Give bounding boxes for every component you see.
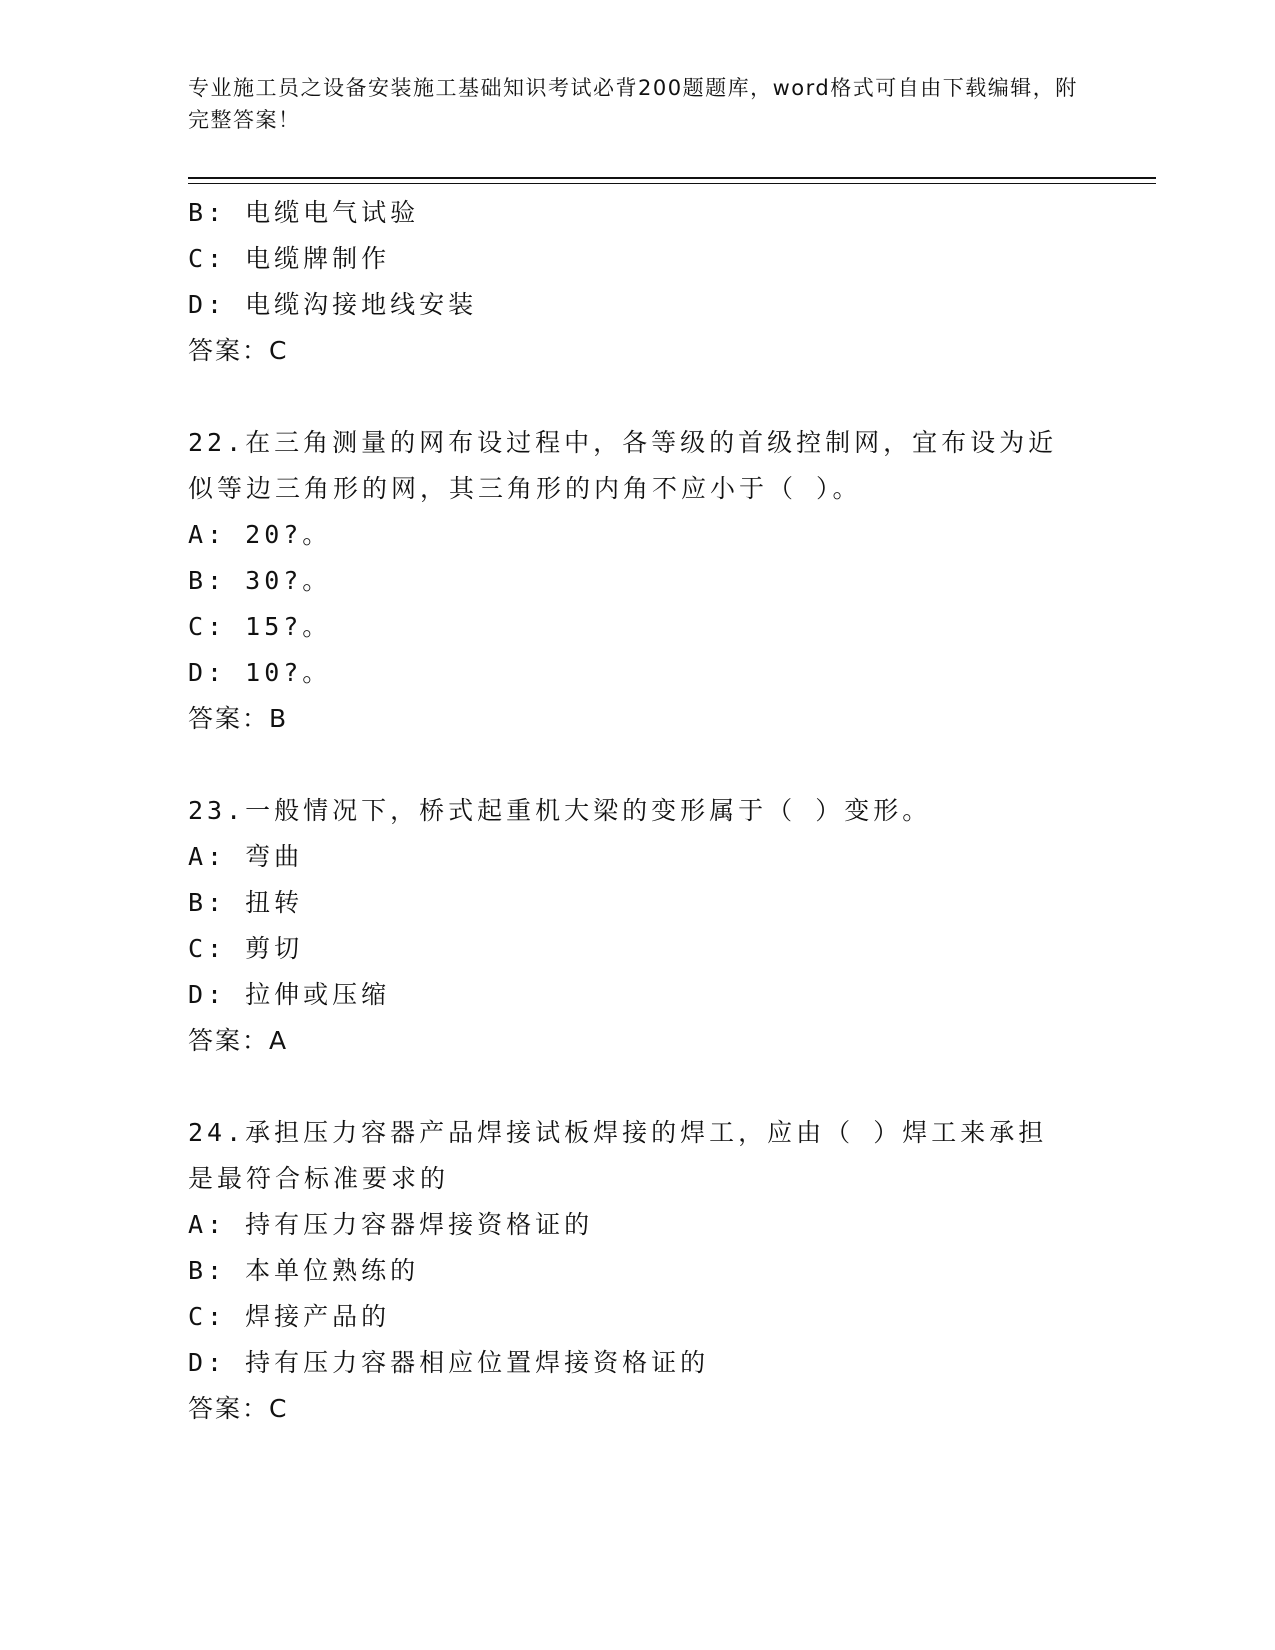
- header-rule-thin: [188, 183, 1156, 184]
- spacer: [188, 742, 1088, 788]
- question-stem: 23.一般情况下，桥式起重机大梁的变形属于（ ）变形。: [188, 796, 932, 825]
- question-21-tail: [188, 190, 1088, 374]
- answer-line: 答案：A: [188, 1026, 289, 1055]
- question-24: [188, 1110, 1088, 1432]
- question-stem: 22.在三角测量的网布设过程中，各等级的首级控制网，宜布设为近似等边三角形的网，其三角形的内角不应小于（ ）。: [188, 428, 1058, 503]
- spacer: [188, 1064, 1088, 1110]
- option-d: D: 拉伸或压缩: [188, 980, 391, 1009]
- question-list: [188, 190, 1088, 1432]
- header-rule-thick: [188, 177, 1156, 179]
- option-d: D: 电缆沟接地线安装: [188, 290, 478, 319]
- page-header: 专业施工员之设备安装施工基础知识考试必背200题题库，word格式可自由下载编辑，附完整答案！: [188, 76, 1078, 132]
- option-b: B: 电缆电气试验: [188, 198, 420, 227]
- option-d: D: 持有压力容器相应位置焊接资格证的: [188, 1348, 710, 1377]
- question-22: [188, 420, 1088, 742]
- option-a: A: 20?。: [188, 520, 332, 549]
- answer-line: 答案：C: [188, 1394, 289, 1423]
- question-23: [188, 788, 1088, 1064]
- answer-line: 答案：B: [188, 704, 289, 733]
- answer-line: 答案：C: [188, 336, 289, 365]
- option-b: B: 扭转: [188, 888, 304, 917]
- spacer: [188, 374, 1088, 420]
- option-c: C: 15?。: [188, 612, 332, 641]
- option-b: B: 本单位熟练的: [188, 1256, 420, 1285]
- option-c: C: 剪切: [188, 934, 304, 963]
- option-d: D: 10?。: [188, 658, 332, 687]
- question-stem: 24.承担压力容器产品焊接试板焊接的焊工，应由（ ）焊工来承担是最符合标准要求的: [188, 1118, 1048, 1193]
- option-a: A: 弯曲: [188, 842, 304, 871]
- option-c: C: 电缆牌制作: [188, 244, 391, 273]
- option-b: B: 30?。: [188, 566, 332, 595]
- option-c: C: 焊接产品的: [188, 1302, 391, 1331]
- option-a: A: 持有压力容器焊接资格证的: [188, 1210, 594, 1239]
